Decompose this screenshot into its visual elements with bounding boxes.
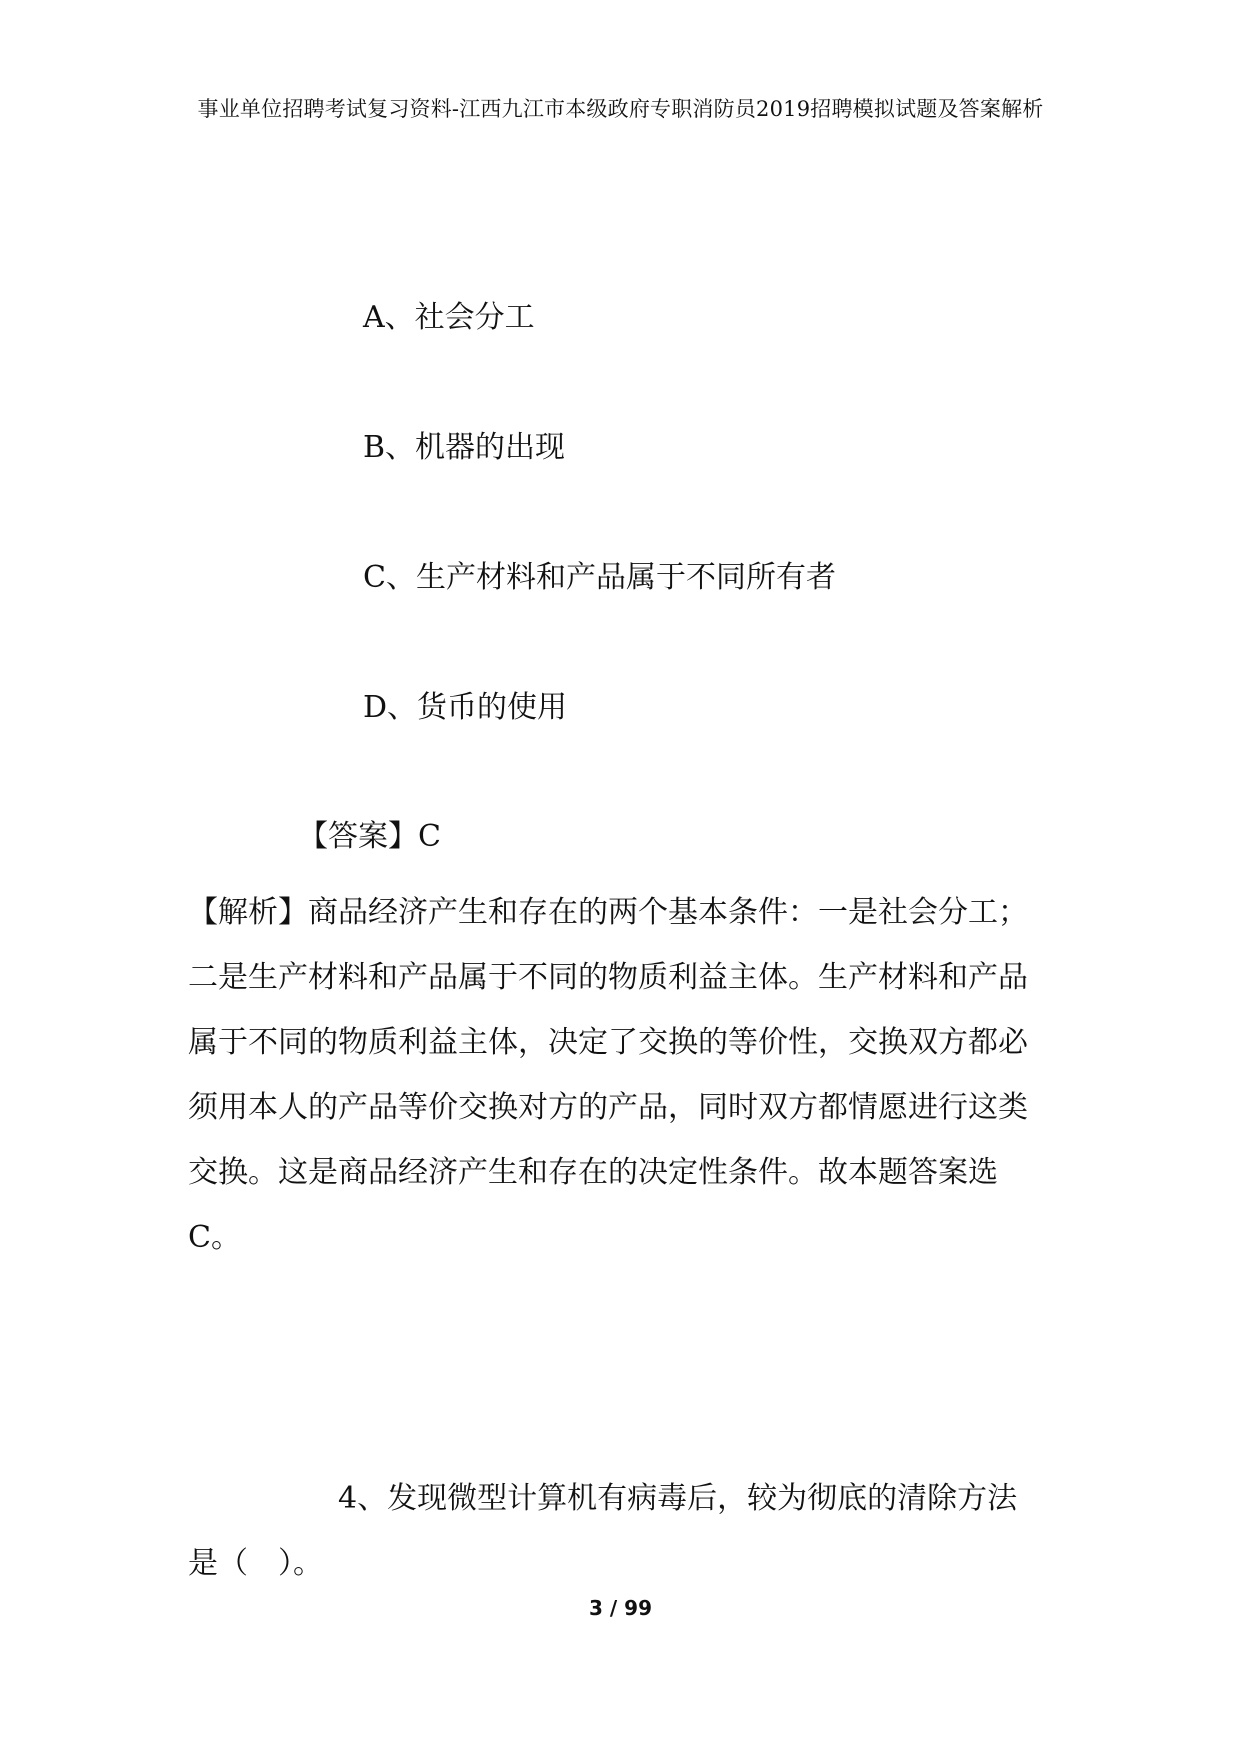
option-a: A、社会分工 (363, 300, 535, 335)
option-b: B、机器的出现 (363, 430, 566, 465)
analysis-line: C。 (188, 1220, 241, 1255)
option-c: C、生产材料和产品属于不同所有者 (363, 560, 836, 595)
analysis-line: 【解析】商品经济产生和存在的两个基本条件：一是社会分工； (188, 895, 1028, 930)
analysis-line: 二是生产材料和产品属于不同的物质利益主体。生产材料和产品 (188, 960, 1028, 995)
answer-line: 【答案】C (298, 819, 441, 854)
document-header: 事业单位招聘考试复习资料-江西九江市本级政府专职消防员2019招聘模拟试题及答案解析 (197, 97, 1044, 121)
page-number: 3 / 99 (589, 1596, 652, 1620)
analysis-paragraph (188, 880, 1068, 1270)
option-d: D、货币的使用 (363, 690, 568, 725)
question-line: 是（ ）。 (188, 1546, 323, 1581)
analysis-line: 属于不同的物质利益主体，决定了交换的等价性，交换双方都必 (188, 1025, 1028, 1060)
question-line: 4、发现微型计算机有病毒后，较为彻底的清除方法 (338, 1481, 1018, 1516)
analysis-line: 交换。这是商品经济产生和存在的决定性条件。故本题答案选 (188, 1155, 998, 1190)
question-4 (188, 1466, 1068, 1596)
analysis-line: 须用本人的产品等价交换对方的产品，同时双方都情愿进行这类 (188, 1090, 1028, 1125)
